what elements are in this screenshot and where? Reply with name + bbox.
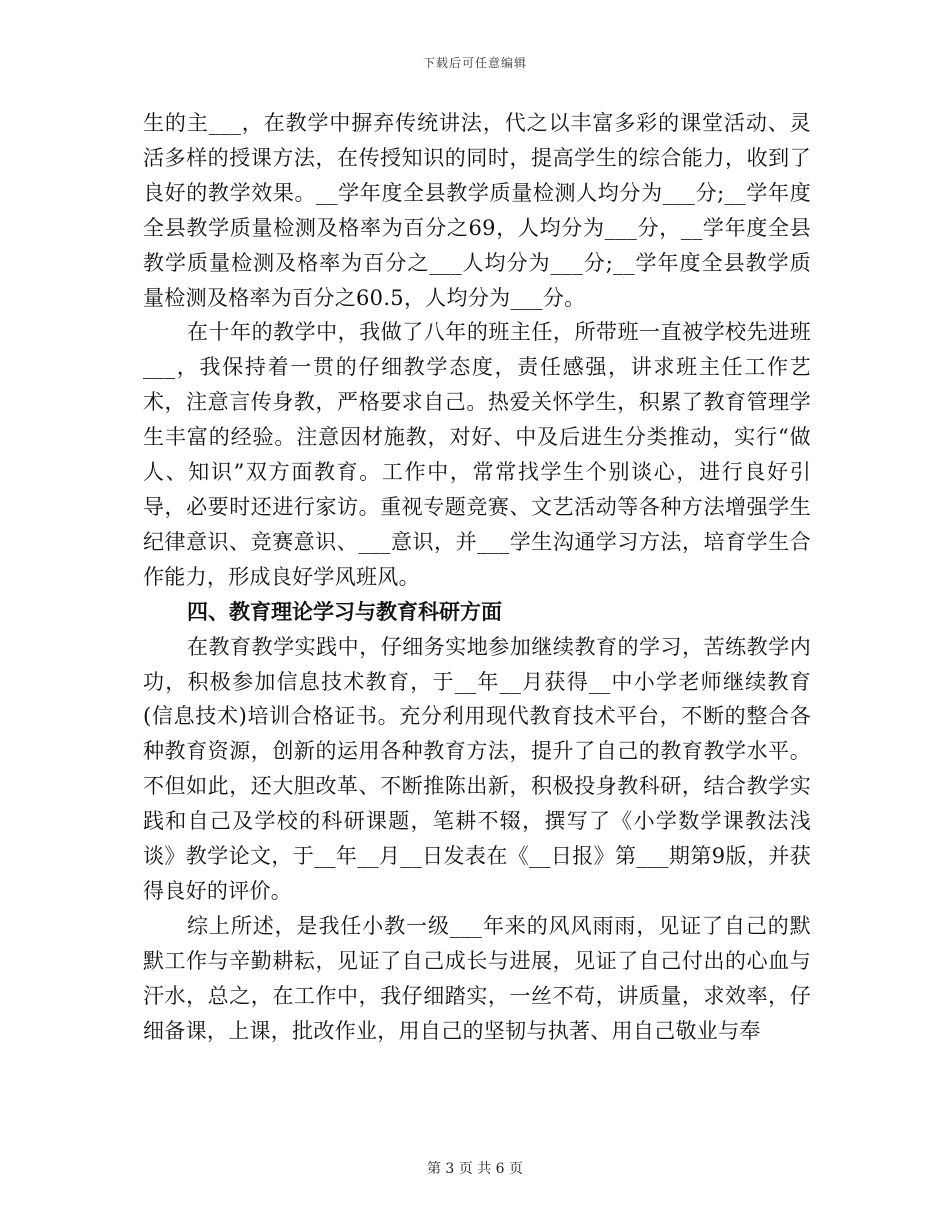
document-body bbox=[143, 106, 811, 1048]
paragraph-class-teacher: 在十年的教学中，我做了八年的班主任，所带班一直被学校先进班___，我保持着一贯的仔细教学态度，责任感强，讲求班主任工作艺术，注意言传身教，严格要求自己。热爱关怀学生，积累了教育管理学生丰富的经验。注意因材施教，对好、中及后进生分类推动，实行“做人、知识”双方面教育。工作中，常常找学生个别谈心，进行良好引导，必要时还进行家访。重视专题竞赛、文艺活动等各种方法增强学生纪律意识、竞赛意识、___意识，并___学生沟通学习方法，培育学生合作能力，形成良好学风班风。 bbox=[143, 320, 811, 589]
paragraph-education-research: 在教育教学实践中，仔细务实地参加继续教育的学习，苦练教学内功，积极参加信息技术教育，于__年__月获得__中小学老师继续教育(信息技术)培训合格证书。充分利用现代教育技术平台，不断的整合各种教育资源，创新的运用各种教育方法，提升了自己的教育教学水平。不但如此，还大胆改革、不断推陈出新，积极投身教科研，结合教学实践和自己及学校的科研课题，笔耕不辍，撰写了《小学数学课教法浅谈》教学论文，于__年__月__日发表在《__日报》第___期第9版，并获得良好的评价。 bbox=[143, 634, 811, 903]
paragraph-continuation: 生的主___，在教学中摒弃传统讲法，代之以丰富多彩的课堂活动、灵活多样的授课方法，在传授知识的同时，提高学生的综合能力，收到了良好的教学效果。__学年度全县教学质量检测人均分为___分;__学年度全县教学质量检测及格率为百分之69，人均分为___分，__学年度全县教学质量检测及格率为百分之___人均分为___分;__学年度全县教学质量检测及格率为百分之60.5，人均分为___分。 bbox=[143, 111, 811, 310]
paragraph-summary: 综上所述，是我任小教一级___年来的风风雨雨，见证了自己的默默工作与辛勤耕耘，见证了自己成长与进展，见证了自己付出的心血与汗水，总之，在工作中，我仔细踏实，一丝不苟，讲质量，求效率，仔细备课，上课，批改作业，用自己的坚韧与执著、用自己敬业与奉 bbox=[143, 913, 811, 1043]
page-header: 下载后可任意编辑 bbox=[422, 56, 527, 70]
section-heading: 四、教育理论学习与教育科研方面 bbox=[187, 599, 502, 624]
page-number: 第 3 页 共 6 页 bbox=[426, 1161, 524, 1177]
